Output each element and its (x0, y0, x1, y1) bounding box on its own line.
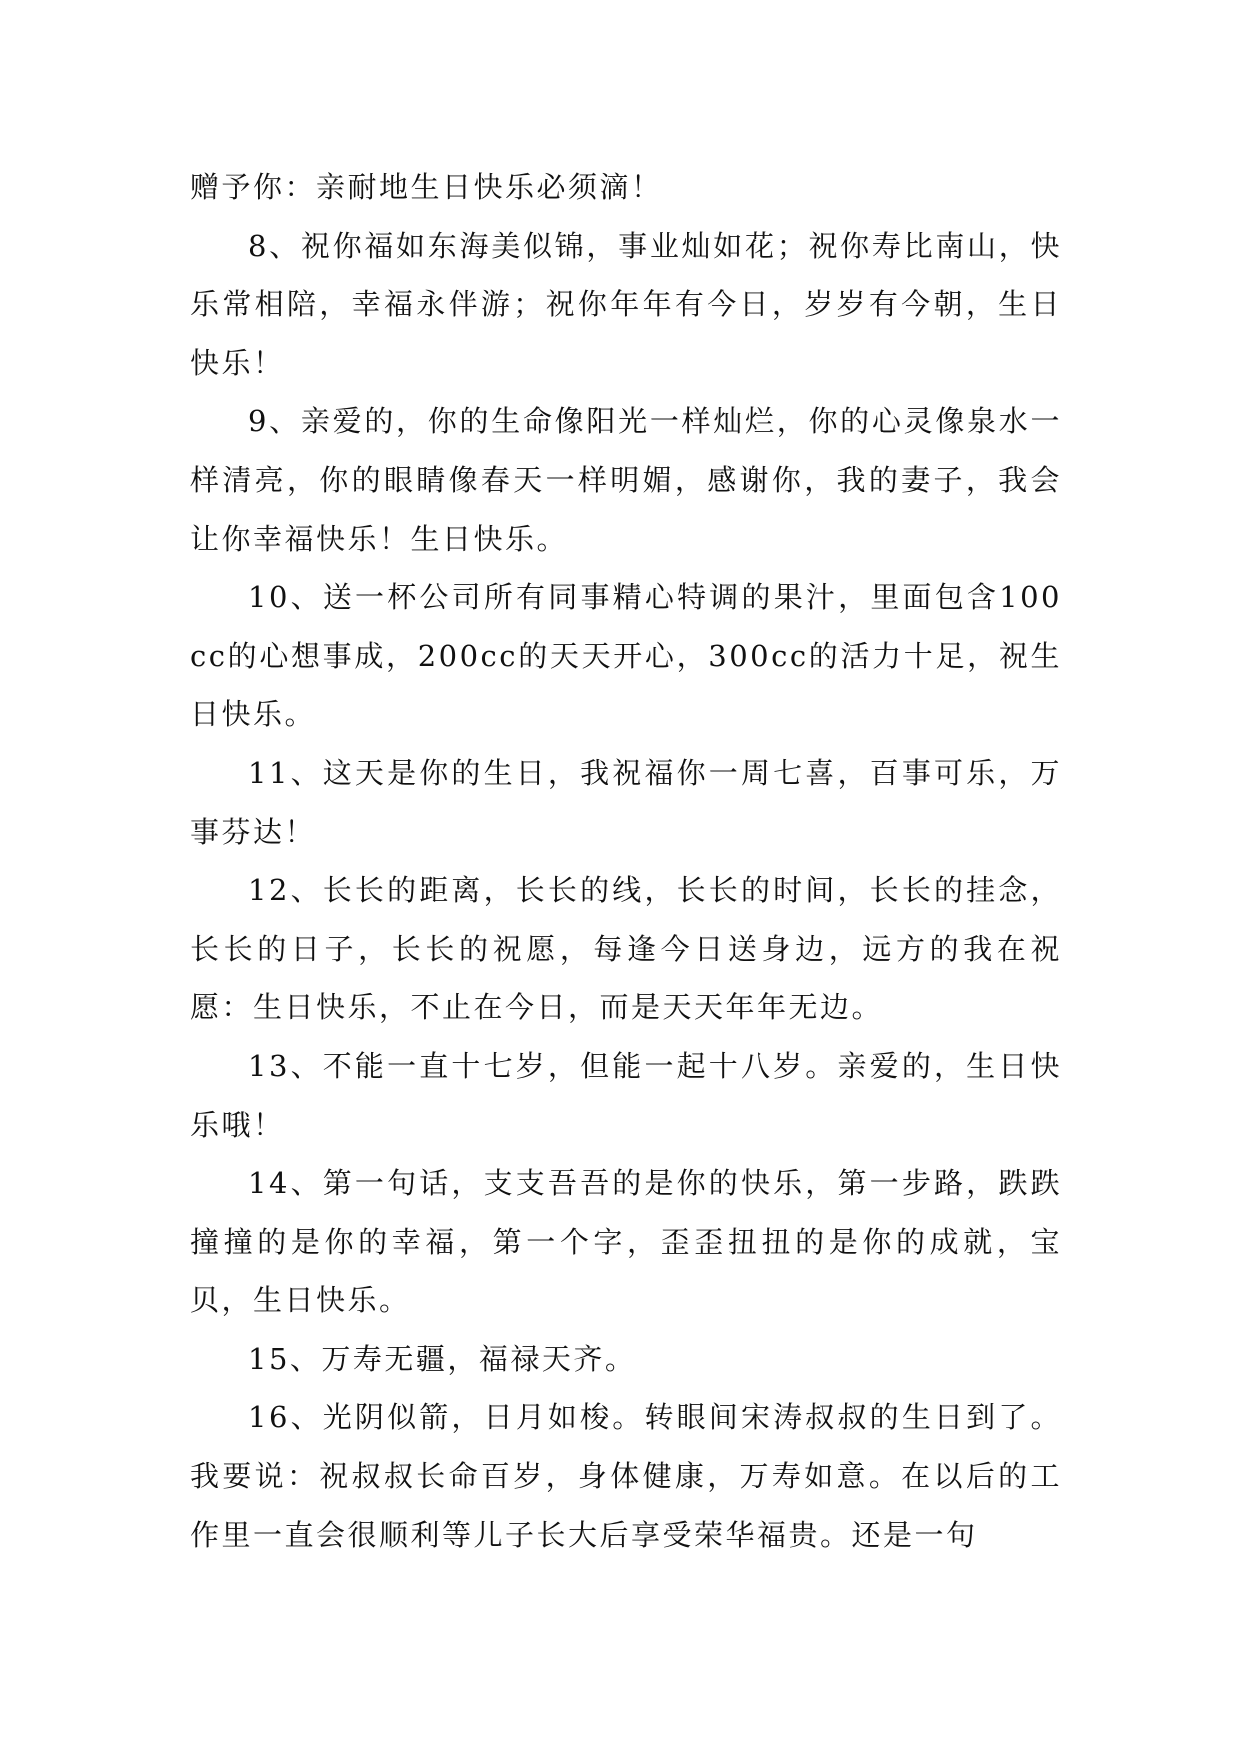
paragraph-wish-11: 11、这天是你的生日，我祝福你一周七喜，百事可乐，万事芬达！ (190, 755, 1062, 849)
paragraph-wish-8: 8、祝你福如东海美似锦，事业灿如花；祝你寿比南山，快乐常相陪，幸福永伴游；祝你年年有今日，岁岁有今朝，生日快乐！ (190, 228, 1062, 380)
document-body (190, 158, 1062, 1564)
paragraph-continued: 赠予你：亲耐地生日快乐必须滴！ (190, 170, 663, 204)
paragraph-wish-10: 10、送一杯公司所有同事精心特调的果汁，里面包含100cc的心想事成，200cc的天天开心，300cc的活力十足，祝生日快乐。 (190, 580, 1062, 732)
paragraph-wish-16: 16、光阴似箭，日月如梭。转眼间宋涛叔叔的生日到了。我要说：祝叔叔长命百岁，身体健康，万寿如意。在以后的工作里一直会很顺利等儿子长大后享受荣华福贵。还是一句 (190, 1400, 1062, 1552)
paragraph-wish-12: 12、长长的距离，长长的线，长长的时间，长长的挂念，长长的日子，长长的祝愿，每逢今日送身边，远方的我在祝愿：生日快乐，不止在今日，而是天天年年无边。 (190, 873, 1062, 1025)
paragraph-wish-15: 15、万寿无疆，福禄天齐。 (248, 1341, 637, 1376)
paragraph-wish-9: 9、亲爱的，你的生命像阳光一样灿烂，你的心灵像泉水一样清亮，你的眼睛像春天一样明媚，感谢你，我的妻子，我会让你幸福快乐！生日快乐。 (190, 404, 1062, 556)
paragraph-wish-13: 13、不能一直十七岁，但能一起十八岁。亲爱的，生日快乐哦！ (190, 1048, 1062, 1142)
paragraph-wish-14: 14、第一句话，支支吾吾的是你的快乐，第一步路，跌跌撞撞的是你的幸福，第一个字，歪歪扭扭的是你的成就，宝贝，生日快乐。 (190, 1166, 1062, 1318)
